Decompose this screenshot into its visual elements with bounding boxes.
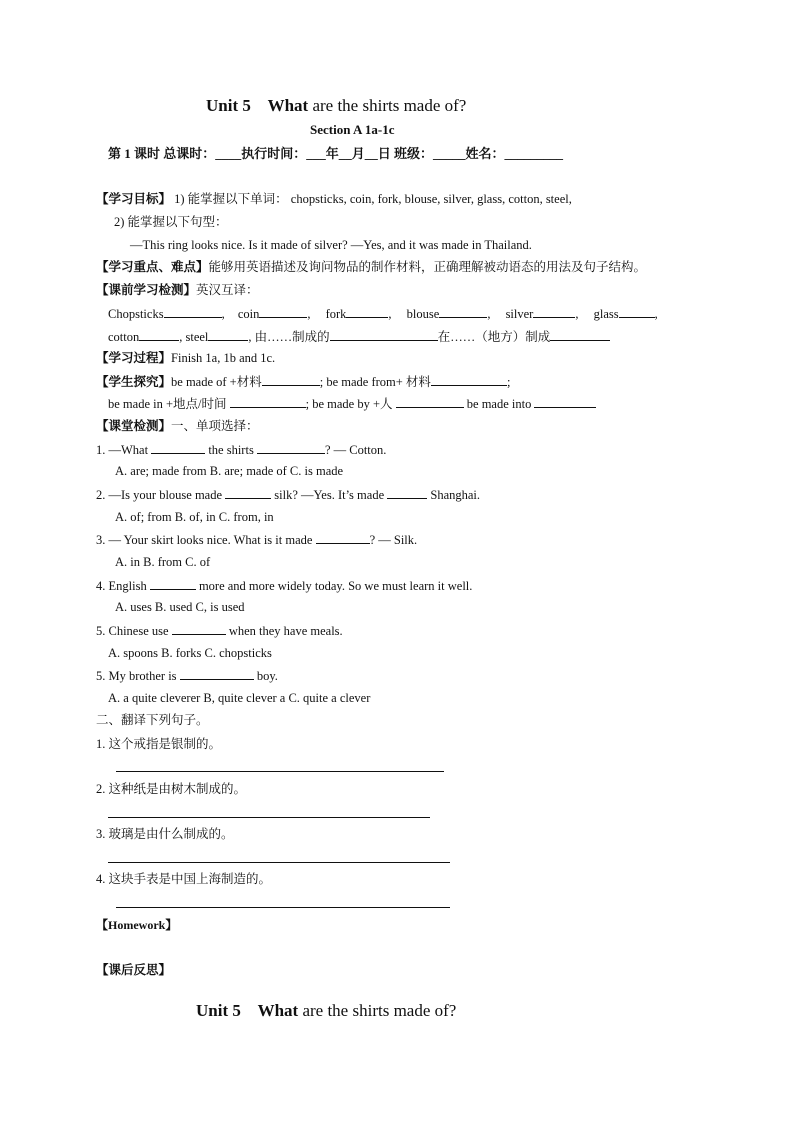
question-2 bbox=[96, 486, 480, 503]
answer-blank[interactable] bbox=[431, 373, 507, 386]
question-text: 1. —What bbox=[96, 443, 149, 457]
reflection-label: 【课后反思】 bbox=[96, 963, 172, 977]
question-4 bbox=[96, 577, 472, 594]
answer-blank[interactable] bbox=[180, 667, 254, 680]
process-text: Finish 1a, 1b and 1c. bbox=[171, 351, 276, 365]
explore-line-2 bbox=[108, 395, 596, 412]
explore-label: 【学生探究】 bbox=[96, 375, 172, 389]
keypoints-line bbox=[96, 259, 646, 275]
answer-blank[interactable] bbox=[139, 328, 179, 341]
answer-blank[interactable] bbox=[262, 373, 320, 386]
translate-answer-line-3[interactable] bbox=[108, 862, 450, 863]
title-bold: What bbox=[267, 96, 309, 115]
question-text: silk? —Yes. It’s made bbox=[274, 488, 385, 502]
explore-line-1 bbox=[96, 373, 510, 390]
precheck-label: 【课前学习检测】 bbox=[96, 283, 197, 297]
goals-item-2: 2) 能掌握以下句型： bbox=[114, 215, 228, 229]
question-2-options: A. of; from B. of, in C. from, in bbox=[115, 510, 274, 524]
section-label: Section A 1a-1c bbox=[310, 122, 395, 137]
next-page-title bbox=[196, 1003, 456, 1019]
answer-blank[interactable] bbox=[259, 305, 307, 318]
precheck-line bbox=[96, 282, 259, 298]
translate-item-4: 4. 这块手表是中国上海制造的。 bbox=[96, 872, 272, 886]
question-text: ? — Silk. bbox=[369, 533, 418, 547]
goals-item-1: 1) 能掌握以下单词： chopsticks, coin, fork, blouse, silver, glass, cotton, steel, bbox=[174, 192, 572, 206]
translate-item-1: 1. 这个戒指是银制的。 bbox=[96, 737, 222, 751]
vocab-word: silver bbox=[505, 307, 534, 321]
keypoints-text: 能够用英语描述及询问物品的制作材料，正确理解被动语态的用法及句子结构。 bbox=[208, 260, 647, 274]
question-text: ? — Cotton. bbox=[324, 443, 387, 457]
question-text: boy. bbox=[256, 669, 278, 683]
homework-label: 【Homework】 bbox=[96, 918, 178, 932]
answer-blank[interactable] bbox=[396, 395, 464, 408]
lesson-meta: 第 1 课时 总课时：____执行时间：___年__月__日 班级：_____姓名：_________ bbox=[108, 146, 564, 161]
answer-blank[interactable] bbox=[208, 328, 248, 341]
answer-blank[interactable] bbox=[225, 486, 271, 499]
answer-blank[interactable] bbox=[619, 305, 655, 318]
question-text: the shirts bbox=[208, 443, 254, 457]
question-6 bbox=[96, 667, 278, 684]
question-text: 3. — Your skirt looks nice. What is it made bbox=[96, 533, 313, 547]
question-5-options: A. spoons B. forks C. chopsticks bbox=[108, 646, 272, 660]
question-text: when they have meals. bbox=[228, 624, 343, 638]
precheck-row-2: cotton , steel , 由……制成的 在……（地方）制成 bbox=[108, 328, 610, 345]
question-1-options: A. are; made from B. are; made of C. is made bbox=[115, 464, 344, 478]
answer-blank[interactable] bbox=[330, 328, 438, 341]
question-5 bbox=[96, 622, 343, 639]
question-4-options: A. uses B. used C, is used bbox=[115, 600, 245, 614]
explore-c: ; bbox=[506, 375, 511, 389]
answer-blank[interactable] bbox=[257, 441, 325, 454]
question-text: 2. —Is your blouse made bbox=[96, 488, 223, 502]
vocab-word: 由……制成的 bbox=[254, 330, 330, 344]
goals-label: 【学习目标】 bbox=[96, 192, 172, 206]
classcheck-label: 【课堂检测】 bbox=[96, 419, 172, 433]
answer-blank[interactable] bbox=[230, 395, 306, 408]
translate-answer-line-4[interactable] bbox=[116, 907, 450, 908]
answer-blank[interactable] bbox=[164, 305, 222, 318]
answer-blank[interactable] bbox=[150, 577, 196, 590]
translate-item-2: 2. 这种纸是由树木制成的。 bbox=[96, 782, 247, 796]
process-label: 【学习过程】 bbox=[96, 351, 172, 365]
keypoints-label: 【学习重点、难点】 bbox=[96, 260, 209, 274]
answer-blank[interactable] bbox=[439, 305, 487, 318]
question-3 bbox=[96, 531, 417, 548]
translate-item-3: 3. 玻璃是由什么制成的。 bbox=[96, 827, 234, 841]
question-1 bbox=[96, 441, 386, 458]
question-text: 5. Chinese use bbox=[96, 624, 169, 638]
question-text: 4. English bbox=[96, 579, 147, 593]
explore-d: be made in +地点/时间 bbox=[108, 397, 227, 411]
vocab-word: cotton bbox=[108, 330, 140, 344]
vocab-word: steel bbox=[185, 330, 209, 344]
title-rest: are the shirts made of? bbox=[312, 96, 467, 115]
page-title bbox=[206, 98, 466, 114]
vocab-word: coin bbox=[237, 307, 260, 321]
question-6-options: A. a quite cleverer B, quite clever a C. quite a clever bbox=[108, 691, 371, 705]
answer-blank[interactable] bbox=[534, 395, 596, 408]
vocab-word: Chopsticks bbox=[108, 307, 164, 321]
answer-blank[interactable] bbox=[550, 328, 610, 341]
answer-blank[interactable] bbox=[316, 531, 370, 544]
vocab-word: glass bbox=[593, 307, 619, 321]
answer-blank[interactable] bbox=[387, 486, 427, 499]
goals-pattern: —This ring looks nice. Is it made of silver? —Yes, and it was made in Thailand. bbox=[130, 238, 532, 252]
classcheck-line bbox=[96, 418, 259, 434]
goals-line bbox=[96, 191, 572, 207]
explore-e: ; be made by +人 bbox=[305, 397, 393, 411]
question-text: more and more widely today. So we must learn it well. bbox=[198, 579, 473, 593]
translate-answer-line-1[interactable] bbox=[116, 771, 444, 772]
explore-b: ; be made from+ 材料 bbox=[319, 375, 431, 389]
question-text: 5. My brother is bbox=[96, 669, 177, 683]
answer-blank[interactable] bbox=[151, 441, 205, 454]
translate-answer-line-2[interactable] bbox=[108, 817, 430, 818]
question-text: Shanghai. bbox=[430, 488, 481, 502]
classcheck-text: 一、单项选择： bbox=[171, 419, 259, 433]
explore-f: be made into bbox=[466, 397, 532, 411]
vocab-word: fork bbox=[325, 307, 347, 321]
explore-a: be made of +材料 bbox=[171, 375, 262, 389]
answer-blank[interactable] bbox=[346, 305, 388, 318]
precheck-row-1: Chopsticks , coin , fork , blouse , silver , glass , bbox=[108, 307, 658, 321]
title-rest: are the shirts made of? bbox=[302, 1001, 457, 1020]
vocab-word: 在……（地方）制成 bbox=[437, 330, 551, 344]
process-line bbox=[96, 350, 275, 366]
answer-blank[interactable] bbox=[533, 305, 575, 318]
title-unit: Unit 5 bbox=[206, 96, 251, 115]
translate-heading: 二、翻译下列句子。 bbox=[96, 713, 209, 727]
answer-blank[interactable] bbox=[172, 622, 226, 635]
title-bold: What bbox=[257, 1001, 299, 1020]
title-unit: Unit 5 bbox=[196, 1001, 241, 1020]
question-3-options: A. in B. from C. of bbox=[115, 555, 211, 569]
vocab-word: blouse bbox=[406, 307, 440, 321]
precheck-text: 英汉互译： bbox=[196, 283, 259, 297]
